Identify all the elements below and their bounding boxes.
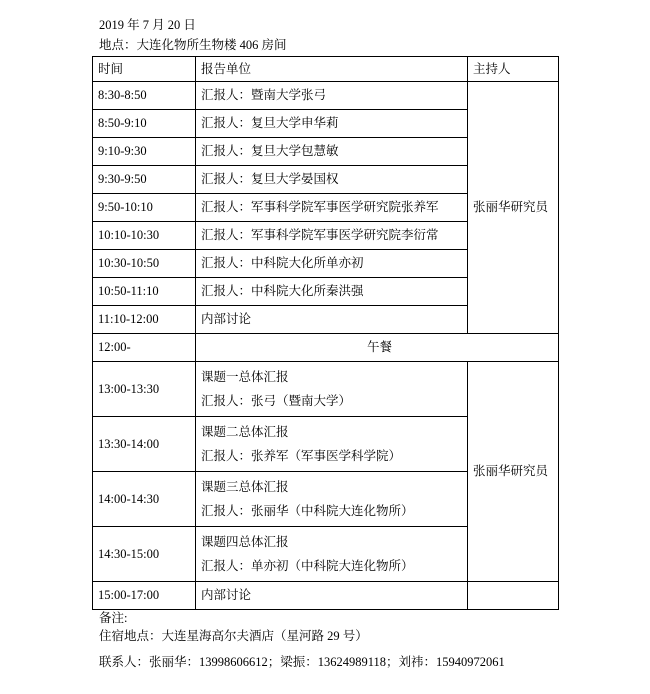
unit-cell: 内部讨论 (196, 582, 468, 610)
column-header-host: 主持人 (468, 57, 559, 82)
unit-cell: 汇报人：军事科学院军事医学研究院张养军 (196, 194, 468, 222)
unit-cell (196, 417, 468, 472)
time-cell: 8:50-9:10 (93, 110, 196, 138)
lunch-row (93, 334, 559, 362)
table-row (93, 82, 559, 110)
unit-cell: 汇报人：中科院大化所秦洪强 (196, 278, 468, 306)
time-cell: 9:50-10:10 (93, 194, 196, 222)
schedule-table (92, 56, 559, 610)
unit-cell (196, 362, 468, 417)
reporter-text: 汇报人：张丽华（中科院大连化物所） (201, 504, 414, 518)
time-cell: 14:00-14:30 (93, 472, 196, 527)
time-cell: 9:30-9:50 (93, 166, 196, 194)
time-cell: 8:30-8:50 (93, 82, 196, 110)
topic-text: 课题三总体汇报 (201, 479, 289, 494)
afternoon-host-cell: 张丽华研究员 (468, 362, 559, 582)
unit-cell (196, 527, 468, 582)
lunch-time-cell: 12:00- (93, 334, 196, 362)
lunch-label-cell: 午餐 (196, 334, 559, 362)
meeting-date: 2019 年 7 月 20 日 (99, 18, 196, 32)
column-header-unit: 报告单位 (196, 57, 468, 82)
unit-cell: 汇报人：暨南大学张弓 (196, 82, 468, 110)
time-cell: 14:30-15:00 (93, 527, 196, 582)
footer-contacts: 联系人：张丽华：13998606612；梁振：13624989118；刘祎：15940972061 (99, 655, 505, 669)
unit-cell: 汇报人：中科院大化所单亦初 (196, 250, 468, 278)
time-cell: 13:30-14:00 (93, 417, 196, 472)
reporter-text: 汇报人：张养军（军事医学科学院） (201, 449, 402, 463)
unit-cell: 汇报人：复旦大学包慧敏 (196, 138, 468, 166)
unit-cell: 内部讨论 (196, 306, 468, 334)
unit-cell (196, 472, 468, 527)
table-header-row (93, 57, 559, 82)
reporter-text: 汇报人：单亦初（中科院大连化物所） (201, 559, 414, 573)
time-cell: 10:50-11:10 (93, 278, 196, 306)
topic-text: 课题二总体汇报 (201, 424, 289, 439)
topic-text: 课题四总体汇报 (201, 534, 289, 549)
time-cell: 11:10-12:00 (93, 306, 196, 334)
meeting-location: 地点：大连化物所生物楼 406 房间 (99, 38, 287, 52)
footer-note-label: 备注: (99, 611, 128, 625)
reporter-text: 汇报人：张弓（暨南大学） (201, 394, 352, 408)
footer-hotel: 住宿地点：大连星海高尔夫酒店（星河路 29 号） (99, 629, 368, 643)
morning-host-cell: 张丽华研究员 (468, 82, 559, 334)
time-cell: 9:10-9:30 (93, 138, 196, 166)
table-row (93, 582, 559, 610)
unit-cell: 汇报人：复旦大学晏国权 (196, 166, 468, 194)
time-cell: 10:10-10:30 (93, 222, 196, 250)
unit-cell: 汇报人：复旦大学申华莉 (196, 110, 468, 138)
unit-cell: 汇报人：军事科学院军事医学研究院李衍常 (196, 222, 468, 250)
table-row (93, 362, 559, 417)
time-cell: 15:00-17:00 (93, 582, 196, 610)
column-header-time: 时间 (93, 57, 196, 82)
empty-host-cell (468, 582, 559, 610)
topic-text: 课题一总体汇报 (201, 369, 289, 384)
time-cell: 13:00-13:30 (93, 362, 196, 417)
time-cell: 10:30-10:50 (93, 250, 196, 278)
